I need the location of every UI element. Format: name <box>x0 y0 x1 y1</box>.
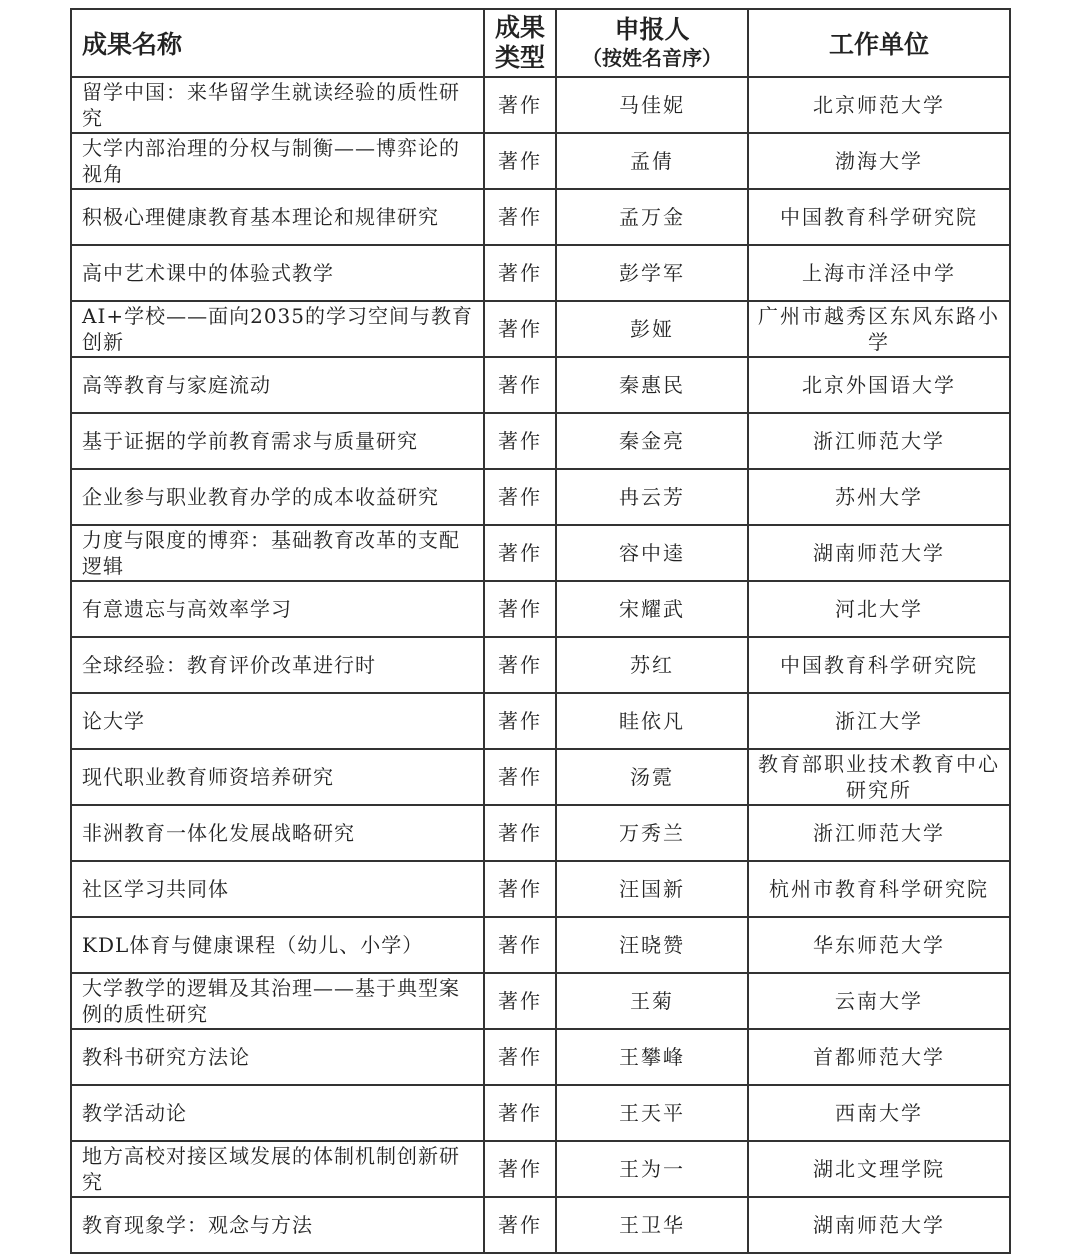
cell-person: 冉云芳 <box>556 469 748 525</box>
cell-name: 企业参与职业教育办学的成本收益研究 <box>71 469 484 525</box>
cell-unit: 苏州大学 <box>748 469 1010 525</box>
table-row <box>71 245 1010 301</box>
cell-name: 社区学习共同体 <box>71 861 484 917</box>
cell-unit: 中国教育科学研究院 <box>748 637 1010 693</box>
cell-unit: 广州市越秀区东风东路小学 <box>748 301 1010 357</box>
cell-type: 著作 <box>484 693 556 749</box>
achievements-table <box>70 8 1011 1254</box>
table-row <box>71 861 1010 917</box>
cell-person: 汪晓赞 <box>556 917 748 973</box>
header-type <box>484 9 556 77</box>
cell-type: 著作 <box>484 805 556 861</box>
table-row <box>71 917 1010 973</box>
cell-person: 彭学军 <box>556 245 748 301</box>
cell-type: 著作 <box>484 1197 556 1253</box>
header-name: 成果名称 <box>71 9 484 77</box>
cell-unit: 湖北文理学院 <box>748 1141 1010 1197</box>
table-row <box>71 1029 1010 1085</box>
cell-unit: 浙江师范大学 <box>748 805 1010 861</box>
cell-name: 地方高校对接区域发展的体制机制创新研究 <box>71 1141 484 1197</box>
table-row <box>71 637 1010 693</box>
cell-unit: 中国教育科学研究院 <box>748 189 1010 245</box>
cell-type: 著作 <box>484 749 556 805</box>
cell-person: 容中逵 <box>556 525 748 581</box>
cell-type: 著作 <box>484 917 556 973</box>
cell-name: AI+学校——面向2035的学习空间与教育创新 <box>71 301 484 357</box>
cell-unit: 首都师范大学 <box>748 1029 1010 1085</box>
cell-person: 眭依凡 <box>556 693 748 749</box>
cell-unit: 河北大学 <box>748 581 1010 637</box>
header-person <box>556 9 748 77</box>
cell-unit: 北京师范大学 <box>748 77 1010 133</box>
cell-type: 著作 <box>484 581 556 637</box>
cell-name: 教育现象学：观念与方法 <box>71 1197 484 1253</box>
cell-person: 秦惠民 <box>556 357 748 413</box>
cell-name: 现代职业教育师资培养研究 <box>71 749 484 805</box>
cell-person: 王卫华 <box>556 1197 748 1253</box>
cell-type: 著作 <box>484 1029 556 1085</box>
table-row <box>71 1085 1010 1141</box>
cell-unit: 西南大学 <box>748 1085 1010 1141</box>
cell-name: 高中艺术课中的体验式教学 <box>71 245 484 301</box>
cell-unit: 北京外国语大学 <box>748 357 1010 413</box>
cell-person: 万秀兰 <box>556 805 748 861</box>
cell-person: 王菊 <box>556 973 748 1029</box>
cell-person: 苏红 <box>556 637 748 693</box>
table-row <box>71 973 1010 1029</box>
cell-unit: 华东师范大学 <box>748 917 1010 973</box>
cell-unit: 上海市洋泾中学 <box>748 245 1010 301</box>
cell-type: 著作 <box>484 469 556 525</box>
table-row <box>71 413 1010 469</box>
table-row <box>71 77 1010 133</box>
cell-person: 彭娅 <box>556 301 748 357</box>
table-row <box>71 1197 1010 1253</box>
cell-person: 宋耀武 <box>556 581 748 637</box>
cell-name: 力度与限度的博弈：基础教育改革的支配逻辑 <box>71 525 484 581</box>
header-type-line2: 类型 <box>494 43 545 72</box>
cell-type: 著作 <box>484 301 556 357</box>
cell-type: 著作 <box>484 861 556 917</box>
cell-type: 著作 <box>484 189 556 245</box>
table-row <box>71 357 1010 413</box>
cell-person: 孟倩 <box>556 133 748 189</box>
cell-type: 著作 <box>484 1085 556 1141</box>
header-person-note: （按姓名音序） <box>582 46 722 70</box>
cell-unit: 云南大学 <box>748 973 1010 1029</box>
cell-person: 汤霓 <box>556 749 748 805</box>
cell-person: 王为一 <box>556 1141 748 1197</box>
cell-person: 马佳妮 <box>556 77 748 133</box>
header-type-line1: 成果 <box>494 13 545 42</box>
cell-type: 著作 <box>484 1141 556 1197</box>
cell-name: 基于证据的学前教育需求与质量研究 <box>71 413 484 469</box>
cell-person: 孟万金 <box>556 189 748 245</box>
table-row <box>71 1141 1010 1197</box>
cell-name: 大学教学的逻辑及其治理——基于典型案例的质性研究 <box>71 973 484 1029</box>
cell-type: 著作 <box>484 77 556 133</box>
cell-name: KDL体育与健康课程（幼儿、小学） <box>71 917 484 973</box>
table-row <box>71 805 1010 861</box>
cell-type: 著作 <box>484 245 556 301</box>
cell-person: 王攀峰 <box>556 1029 748 1085</box>
cell-unit: 教育部职业技术教育中心研究所 <box>748 749 1010 805</box>
cell-type: 著作 <box>484 133 556 189</box>
cell-type: 著作 <box>484 637 556 693</box>
cell-type: 著作 <box>484 413 556 469</box>
cell-type: 著作 <box>484 525 556 581</box>
cell-unit: 浙江大学 <box>748 693 1010 749</box>
table-row <box>71 301 1010 357</box>
cell-name: 非洲教育一体化发展战略研究 <box>71 805 484 861</box>
cell-unit: 湖南师范大学 <box>748 1197 1010 1253</box>
header-row <box>71 9 1010 77</box>
table-row <box>71 525 1010 581</box>
table-row <box>71 581 1010 637</box>
cell-name: 论大学 <box>71 693 484 749</box>
cell-name: 全球经验：教育评价改革进行时 <box>71 637 484 693</box>
cell-name: 留学中国：来华留学生就读经验的质性研究 <box>71 77 484 133</box>
cell-unit: 浙江师范大学 <box>748 413 1010 469</box>
cell-person: 王天平 <box>556 1085 748 1141</box>
table-row <box>71 189 1010 245</box>
cell-unit: 湖南师范大学 <box>748 525 1010 581</box>
cell-person: 秦金亮 <box>556 413 748 469</box>
cell-name: 教学活动论 <box>71 1085 484 1141</box>
cell-name: 大学内部治理的分权与制衡——博弈论的视角 <box>71 133 484 189</box>
cell-name: 教科书研究方法论 <box>71 1029 484 1085</box>
table-row <box>71 469 1010 525</box>
table-row <box>71 133 1010 189</box>
table-row <box>71 693 1010 749</box>
cell-name: 积极心理健康教育基本理论和规律研究 <box>71 189 484 245</box>
cell-type: 著作 <box>484 357 556 413</box>
cell-unit: 渤海大学 <box>748 133 1010 189</box>
cell-unit: 杭州市教育科学研究院 <box>748 861 1010 917</box>
cell-person: 汪国新 <box>556 861 748 917</box>
cell-name: 高等教育与家庭流动 <box>71 357 484 413</box>
header-unit: 工作单位 <box>748 9 1010 77</box>
cell-type: 著作 <box>484 973 556 1029</box>
header-person-label: 申报人 <box>614 15 690 44</box>
cell-name: 有意遗忘与高效率学习 <box>71 581 484 637</box>
table-row <box>71 749 1010 805</box>
